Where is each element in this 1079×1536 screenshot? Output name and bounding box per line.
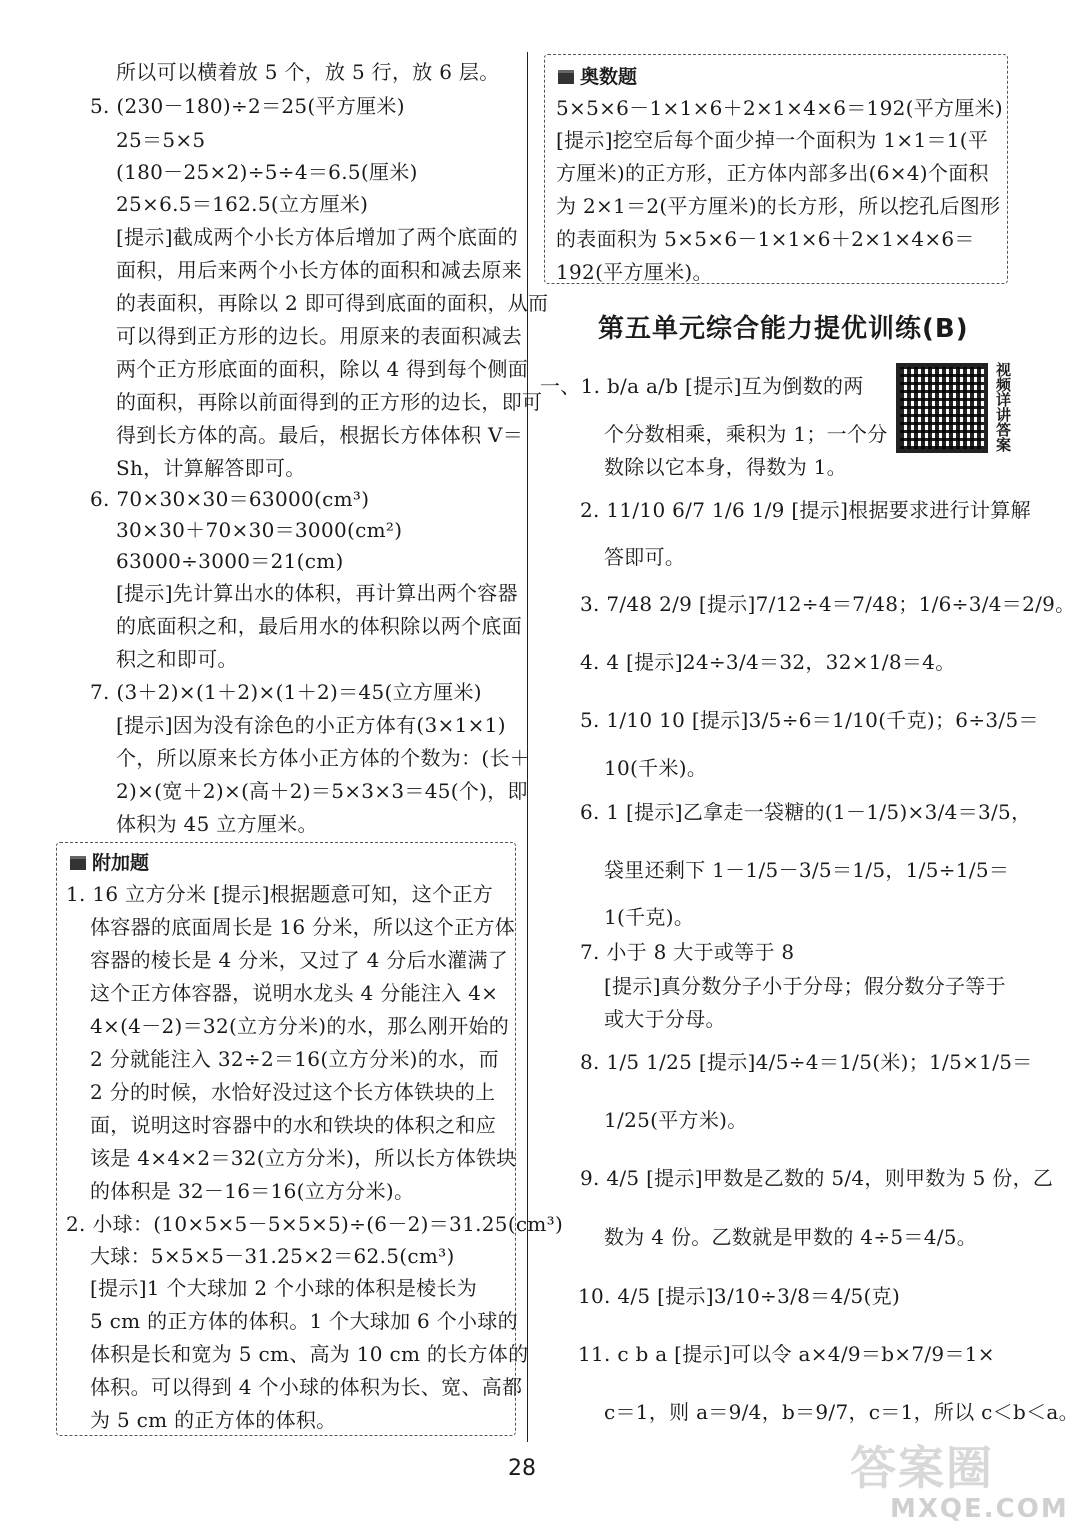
olympiad-box-title: 奥数题 bbox=[558, 62, 637, 89]
exercise-line: c＝1，则 a＝9/4，b＝9/7，c＝1，所以 c＜b＜a。 bbox=[604, 1400, 1079, 1424]
exercise-line: 数除以它本身，得数为 1。 bbox=[604, 455, 847, 479]
olympiad-line: 为 2×1＝2(平方厘米)的长方形，所以挖孔后图形 bbox=[556, 194, 1001, 218]
exercise-line: 2. 11/10 6/7 1/6 1/9 [提示]根据要求进行计算解 bbox=[580, 498, 1031, 522]
book-icon bbox=[70, 856, 86, 870]
watermark-url: MXQE.COM bbox=[890, 1494, 1069, 1524]
exercise-line: 袋里还剩下 1－1/5－3/5＝1/5，1/5÷1/5＝ bbox=[604, 858, 1010, 882]
exercise-line: 11. c b a [提示]可以令 a×4/9＝b×7/9＝1× bbox=[578, 1342, 995, 1366]
bonus-box-title: 附加题 bbox=[70, 848, 149, 875]
answer-line: 25×6.5＝162.5(立方厘米) bbox=[116, 192, 369, 216]
bonus-line: 体积是长和宽为 5 cm、高为 10 cm 的长方体的 bbox=[90, 1342, 529, 1366]
exercise-line: 数为 4 份。乙数就是甲数的 4÷5＝4/5。 bbox=[604, 1225, 978, 1249]
bonus-line: 体积。可以得到 4 个小球的体积为长、宽、高都 bbox=[90, 1375, 523, 1399]
answer-line: 的面积，再除以前面得到的正方形的边长，即可 bbox=[116, 390, 543, 414]
exercise-line: 1/25(平方米)。 bbox=[604, 1108, 748, 1132]
exercise-line: 一、1. b/a a/b [提示]互为倒数的两 bbox=[540, 374, 864, 398]
answer-line: [提示]因为没有涂色的小正方体有(3×1×1) bbox=[116, 713, 506, 737]
exercise-line: 答即可。 bbox=[604, 545, 686, 569]
answer-line: 6. 70×30×30＝63000(cm³) bbox=[90, 487, 370, 511]
exercise-line: 6. 1 [提示]乙拿走一袋糖的(1－1/5)×3/4＝3/5， bbox=[580, 800, 1032, 824]
answer-line: 体积为 45 立方厘米。 bbox=[116, 812, 318, 836]
answer-line: (180－25×2)÷5÷4＝6.5(厘米) bbox=[116, 160, 418, 184]
answer-line: [提示]截成两个小长方体后增加了两个底面的 bbox=[116, 225, 518, 249]
answer-line: 面积，用后来两个小长方体的面积和减去原来 bbox=[116, 258, 522, 282]
answer-line: [提示]先计算出水的体积，再计算出两个容器 bbox=[116, 581, 518, 605]
bonus-line: 体容器的底面周长是 16 分米，所以这个正方体 bbox=[90, 915, 516, 939]
exercise-line: 10. 4/5 [提示]3/10÷3/8＝4/5(克) bbox=[578, 1284, 901, 1308]
bonus-line: 2 分就能注入 32÷2＝16(立方分米)的水，而 bbox=[90, 1047, 499, 1071]
olympiad-line: 方厘米)的正方形，正方体内部多出(6×4)个面积 bbox=[556, 161, 989, 185]
book-icon bbox=[558, 70, 574, 84]
olympiad-line: 192(平方厘米)。 bbox=[556, 260, 713, 284]
answer-line: 得到长方体的高。最后，根据长方体体积 V＝ bbox=[116, 423, 524, 447]
bonus-line: 为 5 cm 的正方体的体积。 bbox=[90, 1408, 337, 1432]
bonus-line: 5 cm 的正方体的体积。1 个大球加 6 个小球的 bbox=[90, 1309, 518, 1333]
bonus-line: 该是 4×4×2＝32(立方分米)，所以长方体铁块 bbox=[90, 1146, 517, 1170]
olympiad-line: [提示]挖空后每个面少掉一个面积为 1×1＝1(平 bbox=[556, 128, 989, 152]
answer-line: 两个正方形底面的面积，除以 4 得到每个侧面 bbox=[116, 357, 529, 381]
exercise-line: 8. 1/5 1/25 [提示]4/5÷4＝1/5(米)；1/5×1/5＝ bbox=[580, 1050, 1033, 1074]
bonus-line: 这个正方体容器，说明水龙头 4 分能注入 4× bbox=[90, 981, 499, 1005]
exercise-line: 4. 4 [提示]24÷3/4＝32，32×1/8＝4。 bbox=[580, 650, 956, 674]
exercise-line: 7. 小于 8 大于或等于 8 bbox=[580, 940, 795, 964]
answer-line: 7. (3＋2)×(1＋2)×(1＋2)＝45(立方厘米) bbox=[90, 680, 482, 704]
qr-code[interactable] bbox=[896, 363, 988, 453]
page-number: 28 bbox=[508, 1456, 536, 1481]
bonus-line: 容器的棱长是 4 分米，又过了 4 分后水灌满了 bbox=[90, 948, 509, 972]
exercise-line: 或大于分母。 bbox=[604, 1007, 726, 1031]
answer-line: 的底面积之和，最后用水的体积除以两个底面 bbox=[116, 614, 522, 638]
exercise-line: [提示]真分数分子小于分母；假分数分子等于 bbox=[604, 974, 1006, 998]
bonus-line: 1. 16 立方分米 [提示]根据题意可知，这个正方 bbox=[66, 882, 494, 906]
exercise-line: 1(千克)。 bbox=[604, 905, 695, 929]
watermark: 答案圈 bbox=[850, 1441, 994, 1495]
bonus-line: 大球：5×5×5－31.25×2＝62.5(cm³) bbox=[90, 1244, 455, 1268]
answer-line: 30×30＋70×30＝3000(cm²) bbox=[116, 518, 403, 542]
exercise-line: 3. 7/48 2/9 [提示]7/12÷4＝7/48；1/6÷3/4＝2/9。 bbox=[580, 592, 1076, 616]
answer-line: 可以得到正方形的边长。用原来的表面积减去 bbox=[116, 324, 522, 348]
section-title: 第五单元综合能力提优训练(B) bbox=[598, 314, 969, 344]
answer-line: 63000÷3000＝21(cm) bbox=[116, 549, 344, 573]
exercise-line: 10(千米)。 bbox=[604, 756, 708, 780]
answer-line: 25＝5×5 bbox=[116, 128, 206, 152]
bonus-line: 面，说明这时容器中的水和铁块的体积之和应 bbox=[90, 1113, 496, 1137]
answer-line: 的表面积，再除以 2 即可得到底面的面积，从而 bbox=[116, 291, 549, 315]
answer-line: 5. (230－180)÷2＝25(平方厘米) bbox=[90, 94, 405, 118]
answer-line: 2)×(宽＋2)×(高＋2)＝5×3×3＝45(个)，即 bbox=[116, 779, 528, 803]
qr-label: 视频详讲答案 bbox=[994, 362, 1012, 452]
exercise-line: 个分数相乘，乘积为 1；一个分 bbox=[604, 422, 888, 446]
bonus-line: 的体积是 32－16＝16(立方分米)。 bbox=[90, 1179, 415, 1203]
answer-line: Sh，计算解答即可。 bbox=[116, 456, 306, 480]
olympiad-line: 的表面积为 5×5×6－1×1×6＋2×1×4×6＝ bbox=[556, 227, 975, 251]
answer-line: 个，所以原来长方体小正方体的个数为：(长＋ bbox=[116, 746, 531, 770]
bonus-line: [提示]1 个大球加 2 个小球的体积是棱长为 bbox=[90, 1276, 478, 1300]
bonus-line: 2. 小球：(10×5×5－5×5×5)÷(6－2)＝31.25(cm³) bbox=[66, 1212, 564, 1236]
olympiad-line: 5×5×6－1×1×6＋2×1×4×6＝192(平方厘米) bbox=[556, 96, 1004, 120]
bonus-line: 4×(4－2)＝32(立方分米)的水，那么刚开始的 bbox=[90, 1014, 510, 1038]
answer-line: 积之和即可。 bbox=[116, 647, 238, 671]
bonus-line: 2 分的时候，水恰好没过这个长方体铁块的上 bbox=[90, 1080, 496, 1104]
answer-line: 所以可以横着放 5 个，放 5 行，放 6 层。 bbox=[116, 60, 500, 84]
exercise-line: 9. 4/5 [提示]甲数是乙数的 5/4，则甲数为 5 份，乙 bbox=[580, 1166, 1054, 1190]
exercise-line: 5. 1/10 10 [提示]3/5÷6＝1/10(千克)；6÷3/5＝ bbox=[580, 708, 1039, 732]
